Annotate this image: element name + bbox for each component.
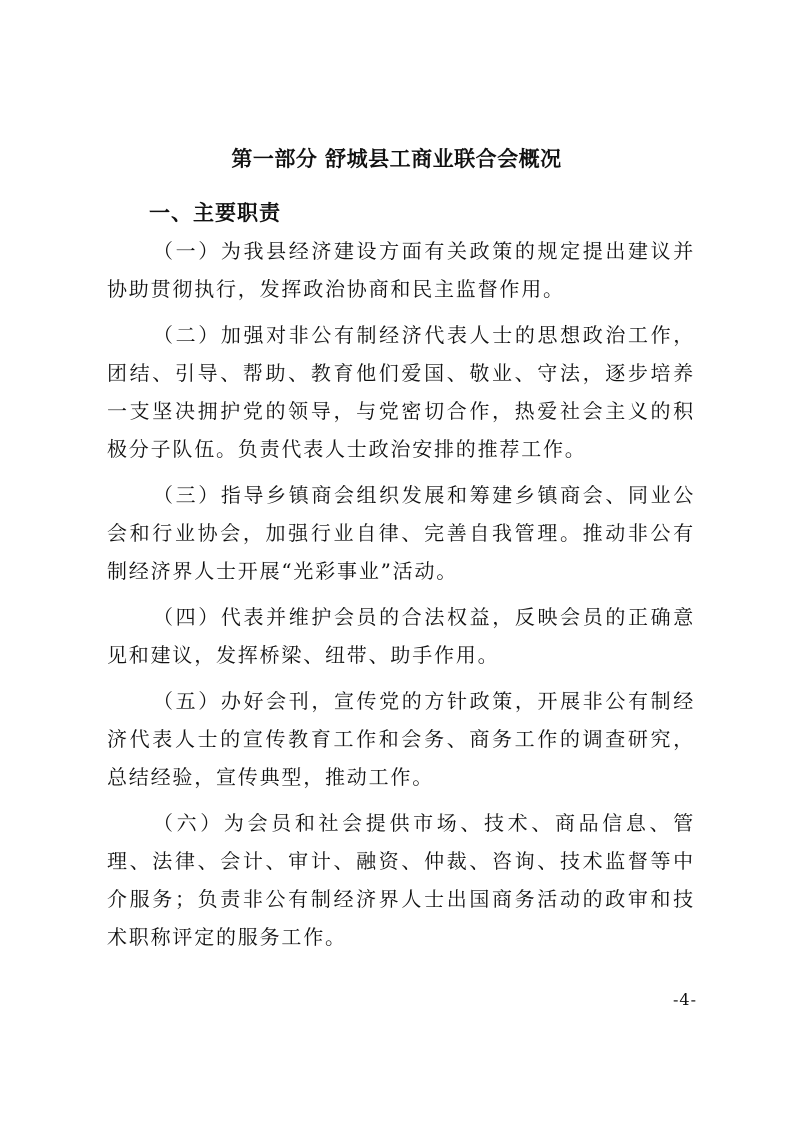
paragraph-2: （二）加强对非公有制经济代表人士的思想政治工作，团结、引导、帮助、教育他们爱国、敬业、守法，逐步培养一支坚决拥护党的领导，与党密切合作，热爱社会主义的积极分子队伍。负责代表人士政治安排的推荐工作。 bbox=[107, 323, 695, 461]
page-title: 第一部分 舒城县工商业联合会概况 bbox=[231, 147, 562, 171]
section-heading: 一、主要职责 bbox=[149, 201, 281, 225]
paragraph-6: （六）为会员和社会提供市场、技术、商品信息、管理、法律、会计、审计、融资、仲裁、咨询、技术监督等中介服务；负责非公有制经济界人士出国商务活动的政审和技术职称评定的服务工作。 bbox=[107, 811, 695, 949]
paragraph-4: （四）代表并维护会员的合法权益，反映会员的正确意见和建议，发挥桥梁、纽带、助手作用。 bbox=[107, 605, 695, 667]
paragraph-5: （五）办好会刊，宣传党的方针政策，开展非公有制经济代表人士的宣传教育工作和会务、商务工作的调查研究，总结经验，宣传典型，推动工作。 bbox=[107, 689, 695, 789]
paragraph-3: （三）指导乡镇商会组织发展和筹建乡镇商会、同业公会和行业协会，加强行业自律、完善自我管理。推动非公有制经济界人士开展“光彩事业”活动。 bbox=[107, 483, 695, 583]
document-body bbox=[107, 232, 695, 964]
paragraph-1: （一）为我县经济建设方面有关政策的规定提出建议并协助贯彻执行，发挥政治协商和民主监督作用。 bbox=[107, 239, 695, 301]
page-number: -4- bbox=[673, 990, 697, 1009]
